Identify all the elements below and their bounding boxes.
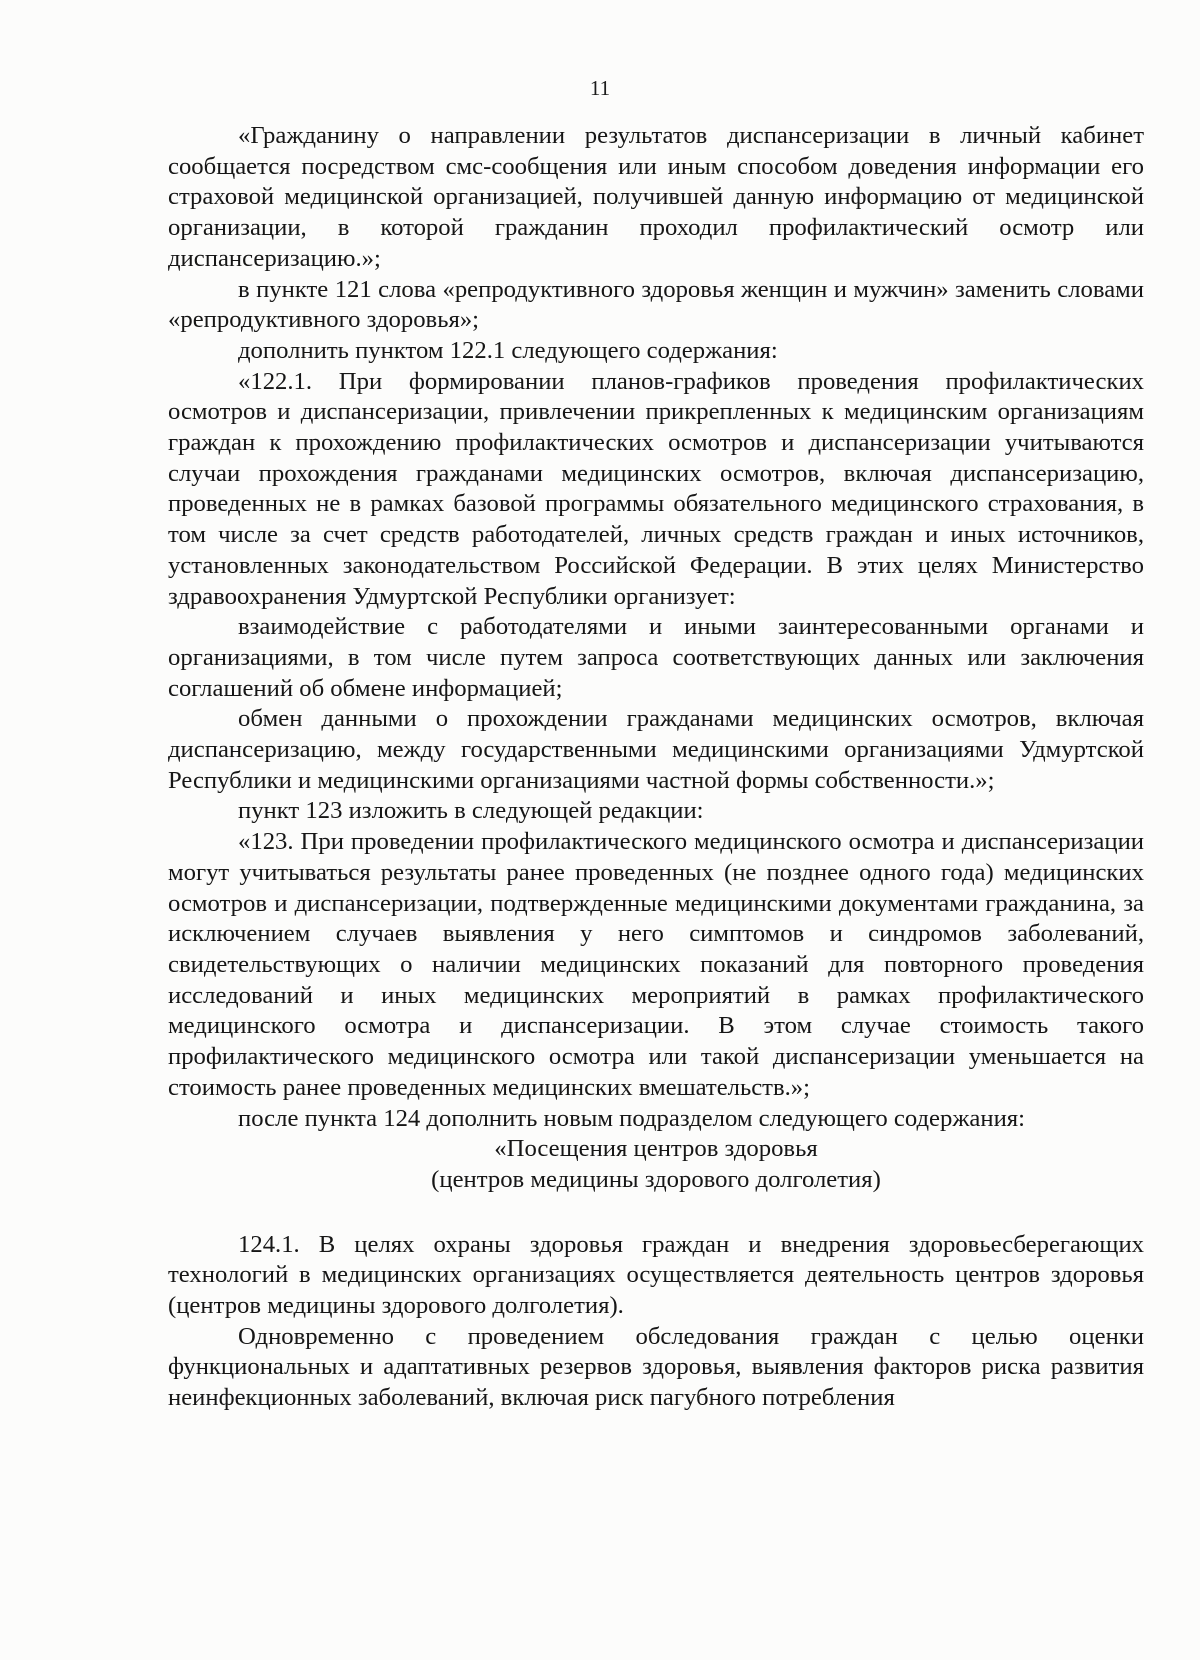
paragraph-item-122-1-text: «122.1. При формировании планов-графиков проведения профилактических осмотров и диспансеризации, привлечении прикрепленных к медицинским организациям граждан к прохождению профилактических осмотров и диспансеризации учитываются случаи прохождения гражданами медицинских осмотров, включая диспансеризацию, проведенных не в рамках базовой программы обязательного медицинского страхования, в том числе за счет средств работодателей, личных средств граждан и иных источников, установленных законодательством Российской Федерации. В этих целях Министерство здравоохранения Удмуртской Республики организует:	[168, 367, 1144, 610]
document-body	[168, 121, 1144, 1414]
subsection-title-line-1: «Посещения центров здоровья	[494, 1135, 818, 1163]
section-gap	[168, 1196, 1144, 1230]
paragraph-add-item-122-1: дополнить пунктом 122.1 следующего содержания:	[238, 336, 778, 364]
paragraph-add-subsection: после пункта 124 дополнить новым подразделом следующего содержания:	[238, 1104, 1025, 1132]
page-number: 11	[589, 76, 611, 100]
paragraph-item-121-amendment: в пункте 121 слова «репродуктивного здоровья женщин и мужчин» заменить словами «репродуктивного здоровья»;	[168, 275, 1144, 334]
paragraph-item-123-text: «123. При проведении профилактического медицинского осмотра и диспансеризации могут учитываться результаты ранее проведенных (не позднее одного года) медицинских осмотров и диспансеризации, подтвержденные медицинскими документами гражданина, за исключением случаев выявления у него симптомов и синдромов заболеваний, свидетельствующих о наличии медицинских показаний для повторного проведения исследований и иных медицинских мероприятий в рамках профилактического медицинского осмотра и диспансеризации. В этом случае стоимость такого профилактического медицинского осмотра или такой диспансеризации уменьшается на стоимость ранее проведенных медицинских вмешательств.»;	[168, 828, 1144, 1101]
paragraph-item-123-revision: пункт 123 изложить в следующей редакции:	[238, 797, 704, 825]
paragraph-data-exchange: обмен данными о прохождении гражданами медицинских осмотров, включая диспансеризацию, между государственными медицинскими организациями Удмуртской Республики и медицинскими организациями частной формы собственности.»;	[168, 705, 1144, 794]
paragraph-item-124-1: 124.1. В целях охраны здоровья граждан и внедрения здоровьесберегающих технологий в медицинских организациях осуществляется деятельность центров здоровья (центров медицины здорового долголетия).	[168, 1230, 1144, 1320]
paragraph-examination: Одновременно с проведением обследования граждан с целью оценки функциональных и адаптативных резервов здоровья, выявления факторов риска развития неинфекционных заболеваний, включая риск пагубного потребления	[168, 1322, 1144, 1412]
paragraph-citizen-notification: «Гражданину о направлении результатов диспансеризации в личный кабинет сообщается посредством смс-сообщения или иным способом доведения информации его страховой медицинской организацией, получившей данную информацию от медицинской организации, в которой гражданин проходил профилактический осмотр или диспансеризацию.»;	[168, 122, 1144, 272]
subsection-title-line-2: (центров медицины здорового долголетия)	[431, 1165, 881, 1193]
paragraph-employer-interaction: взаимодействие с работодателями и иными заинтересованными органами и организациями, в том числе путем запроса соответствующих данных или заключения соглашений об обмене информацией;	[168, 613, 1144, 702]
